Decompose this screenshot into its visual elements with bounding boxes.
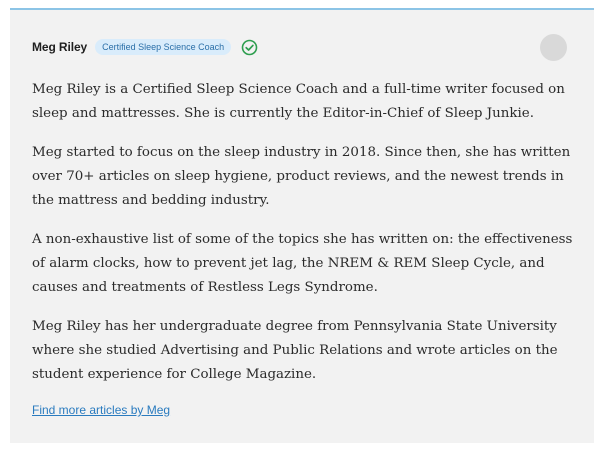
bio-paragraph: Meg Riley has her undergraduate degree from Pennsylvania State University where she studied Advertising and Public Relations and wrote articles on the student experience for College Magazine. xyxy=(32,319,558,382)
author-header xyxy=(32,37,258,57)
bio-paragraph: A non-exhaustive list of some of the topics she has written on: the effectiveness of alarm clocks, how to prevent jet lag, the NREM & REM Sleep Cycle, and causes and treatments of Restless Legs Syndrome. xyxy=(32,232,573,295)
check-circle-icon xyxy=(241,39,258,56)
author-name: Meg Riley xyxy=(32,40,88,54)
author-bio-card xyxy=(10,8,594,443)
bio-paragraph: Meg started to focus on the sleep industry in 2018. Since then, she has written over 70+ articles on sleep hygiene, product reviews, and the newest trends in the mattress and bedding industry. xyxy=(32,145,571,208)
bio-paragraph: Meg Riley is a Certified Sleep Science Coach and a full-time writer focused on sleep and mattresses. She is currently the Editor-in-Chief of Sleep Junkie. xyxy=(32,82,565,121)
author-bio xyxy=(32,78,577,402)
avatar xyxy=(540,34,567,61)
certification-badge: Certified Sleep Science Coach xyxy=(95,39,231,55)
more-articles-link[interactable]: Find more articles by Meg xyxy=(32,403,171,417)
